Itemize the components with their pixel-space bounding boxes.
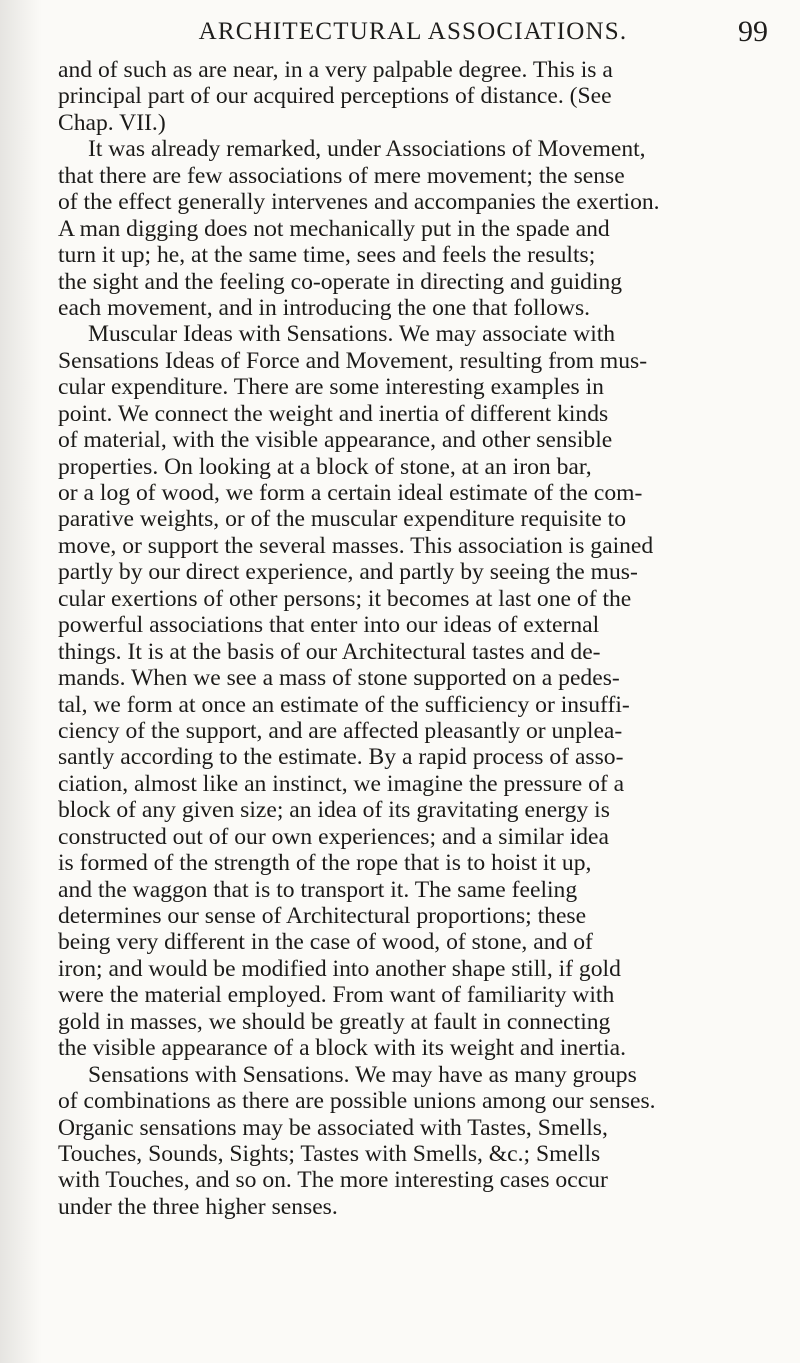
text-line: Organic sensations may be associated with Tastes, Smells, xyxy=(58,1114,608,1141)
text-line: ciation, almost like an instinct, we imagine the pressure of a xyxy=(58,770,625,797)
text-line: Chap. VII.) xyxy=(58,109,166,136)
text-line: Muscular Ideas with Sensations. We may associate with xyxy=(88,321,616,348)
text-line: principal part of our acquired perceptions of distance. (See xyxy=(58,83,612,110)
text-line: It was already remarked, under Associations of Movement, xyxy=(88,136,646,163)
text-line: turn it up; he, at the same time, sees and feels the results; xyxy=(58,242,596,269)
text-line: or a log of wood, we form a certain ideal estimate of the com- xyxy=(58,480,643,506)
text-line: cular expenditure. There are some interesting examples in xyxy=(58,374,604,401)
text-line: partly by our direct experience, and partly by seeing the mus- xyxy=(58,559,638,586)
text-line: gold in masses, we should be greatly at fault in connecting xyxy=(58,1008,611,1035)
text-line: iron; and would be modified into another shape still, if gold xyxy=(58,955,621,982)
text-line: Touches, Sounds, Sights; Tastes with Smells, &c.; Smells xyxy=(58,1140,601,1167)
running-head xyxy=(58,12,768,52)
text-line: tal, we form at once an estimate of the sufficiency or insuffi- xyxy=(58,691,630,718)
text-line: the visible appearance of a block with its weight and inertia. xyxy=(58,1035,627,1062)
text-line: A man digging does not mechanically put in the spade and xyxy=(58,215,610,242)
text-line: things. It is at the basis of our Architectural tastes and de- xyxy=(58,638,601,665)
text-line: Sensations Ideas of Force and Movement, resulting from mus- xyxy=(58,347,648,374)
text-line: constructed out of our own experiences; and a similar idea xyxy=(58,823,609,850)
text-line: determines our sense of Architectural proportions; these xyxy=(58,903,587,929)
text-line: parative weights, or of the muscular expenditure requisite to xyxy=(58,506,627,533)
text-line: Sensations with Sensations. We may have as many groups xyxy=(88,1061,637,1088)
body-text xyxy=(58,57,768,1220)
text-line: each movement, and in introducing the one that follows. xyxy=(58,294,591,321)
text-line: is formed of the strength of the rope that is to hoist it up, xyxy=(58,850,592,877)
text-line: that there are few associations of mere movement; the sense xyxy=(58,162,625,189)
text-line: properties. On looking at a block of stone, at an iron bar, xyxy=(58,453,592,480)
text-line: with Touches, and so on. The more interesting cases occur xyxy=(58,1167,608,1194)
text-line: ciency of the support, and are affected pleasantly or unplea- xyxy=(58,717,623,744)
text-line: santly according to the estimate. By a rapid process of asso- xyxy=(58,744,624,771)
text-line: powerful associations that enter into our ideas of external xyxy=(58,612,600,639)
running-title: ARCHITECTURAL ASSOCIATIONS. xyxy=(198,18,628,45)
text-line: mands. When we see a mass of stone supported on a pedes- xyxy=(58,665,620,692)
text-line: block of any given size; an idea of its gravitating energy is xyxy=(58,797,610,824)
text-line: and of such as are near, in a very palpable degree. This is a xyxy=(58,57,613,83)
text-line: of the effect generally intervenes and accompanies the exertion. xyxy=(58,189,660,216)
text-line: being very different in the case of wood, of stone, and of xyxy=(58,929,593,956)
text-line: of combinations as there are possible unions among our senses. xyxy=(58,1088,656,1115)
binding-shadow xyxy=(0,0,42,1363)
text-line: cular exertions of other persons; it becomes at last one of the xyxy=(58,585,632,612)
text-line: were the material employed. From want of familiarity with xyxy=(58,982,615,1009)
page-number: 99 xyxy=(738,15,768,48)
text-line: move, or support the several masses. This association is gained xyxy=(58,532,654,559)
text-line: point. We connect the weight and inertia of different kinds xyxy=(58,400,609,427)
text-line: the sight and the feeling co-operate in directing and guiding xyxy=(58,268,623,295)
text-line: of material, with the visible appearance, and other sensible xyxy=(58,427,613,454)
text-line: under the three higher senses. xyxy=(58,1193,338,1220)
text-line: and the waggon that is to transport it. The same feeling xyxy=(58,876,578,903)
